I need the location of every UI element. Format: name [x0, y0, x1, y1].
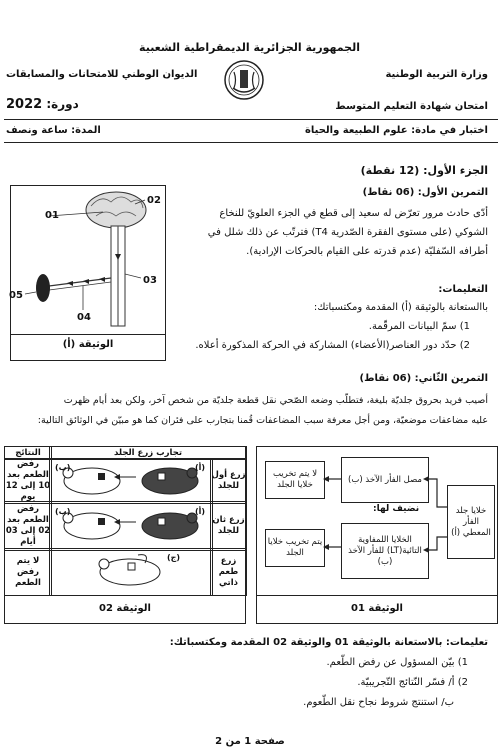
emblem-icon	[223, 58, 265, 102]
exercise2-line: عليه مضاعفات موضعيّة، ومن أجل معرفة سبب المضاعفات قُمنا بتجارب على فئران كما هو مبيّن في الوثائق التالية:	[37, 415, 488, 426]
mouse-a-row2	[142, 513, 198, 539]
mouse-label-a1: (أ)	[195, 463, 206, 472]
exercise1-line: أطرافه السّفليّة (عدم قدرته على القيام بالحركات الإرادية).	[246, 246, 488, 257]
subject: اختبار في مادة: علوم الطبيعة والحياة	[304, 125, 488, 136]
document-01	[256, 446, 498, 624]
final-item: 1) بيّن المسؤول عن رفض الطّعم.	[326, 657, 468, 668]
final-instructions	[8, 633, 488, 713]
label-03: 03	[143, 275, 157, 286]
exercise2-text	[8, 391, 488, 431]
instruction-item: 1) سمّ البيانات المرقّمة.	[368, 321, 470, 332]
document-01-caption: الوثيقة 01	[351, 603, 403, 614]
serum-box: مصل الفأر الآخذ (ب)	[341, 457, 429, 503]
document-a-caption: الوثيقة (أ)	[62, 339, 114, 350]
doc02-label-row1: زرع أول للجلد	[210, 458, 247, 504]
mouse-c-row3	[99, 555, 160, 585]
add-to-it-label: نضيف لها:	[373, 504, 420, 514]
session-year: 2022	[6, 97, 43, 112]
ministry-name: وزارة التربية الوطنية	[385, 69, 488, 80]
doc02-label-row2: زرع ثان للجلد	[210, 501, 247, 551]
doc01-arrows	[257, 447, 497, 597]
mouse-label-a2: (أ)	[195, 507, 206, 516]
session	[6, 96, 96, 113]
exercise1-line: أدّى حادث مرور تعرّض له سعيد إلى قطع في الجزء العلويّ للنخاع	[219, 208, 488, 219]
doc02-label-row3: زرع طعم ذاتي	[210, 548, 247, 596]
doc02-header-results: النتائج	[4, 446, 52, 460]
exercise1-title: التمرين الأول: (06 نقاط)	[362, 187, 488, 198]
instructions-intro: باالستعانة بالوثيقة (أ) المقدمة ومكتسباتك:	[313, 302, 488, 313]
mouse-b-row1	[63, 468, 120, 494]
label-04: 04	[77, 312, 91, 323]
instructions-label: التعليمات:	[438, 284, 488, 295]
label-02: 02	[147, 195, 161, 206]
final-item: 2) أ/ فسّر النّتائج التّجريبيّة.	[357, 677, 468, 688]
office-name: الديوان الوطني للامتحانات والمسابقات	[6, 69, 198, 80]
republic-title: الجمهورية الجزائرية الديمقراطية الشعبية	[139, 41, 360, 54]
doc02-header-experiments: تجارب زرع الجلد	[49, 446, 247, 460]
doc02-result-row2: رفض الطعم بعد 02 إلى 03 أيام	[4, 501, 52, 551]
lymphocytes-box: الخلايا اللمفاوية التائية(LT) للفأر الآخذ (ب)	[341, 523, 429, 579]
label-01: 01	[45, 210, 59, 221]
instructions-block	[158, 298, 488, 355]
document-02	[4, 446, 246, 624]
part1-title: الجزء الأول: (12 نقطة)	[360, 164, 488, 177]
final-item: ب/ استنتج شروط نجاح نقل الطّعوم.	[303, 697, 454, 708]
mouse-a-row1	[142, 468, 198, 494]
doc02-result-row3: لا يتم رفض الطعم	[4, 548, 52, 596]
document-a	[10, 185, 166, 361]
doc02-result-row1: رفض الطعم بعد 10 إلى 12 يوم	[5, 459, 51, 502]
instruction-item: 2) حدّد دور العناصر(الأعضاء) المشاركة في الحركة المذكورة أعلاه.	[195, 340, 470, 351]
exercise2-line: أصيب فريد بحروق جلديّة بليغة، فتطلّب وضعه الصّحي نقل قطعة جلديّة من شخص آخر، ولكن بعد أيام ظهرت	[63, 395, 488, 406]
result-not-destroyed-box: لا يتم تخريب خلايا الجلد	[265, 461, 325, 499]
exam-name: امتحان شهادة التعليم المتوسط	[335, 101, 488, 112]
exercise1-line: الشوكي (على مستوى الفقرة الصّدرية T4) فترتّب عن ذلك شلل في	[207, 227, 488, 238]
session-label: دورة:	[46, 97, 79, 111]
final-instructions-label: تعليمات: بالاستعانة بالوثيقة 01 والوثيقة 02 المقدمة ومكتسباتك:	[169, 637, 488, 648]
page-number: صفحة 1 من 2	[215, 736, 285, 747]
document-02-caption: الوثيقة 02	[99, 603, 151, 614]
mice-illustrations	[50, 459, 210, 593]
exercise2-title: التمرين الثّاني: (06 نقاط)	[359, 373, 488, 384]
result-destroyed-box: يتم تخريب خلايا الجلد	[265, 529, 325, 567]
mouse-label-b1: (ب)	[55, 463, 71, 472]
exercise1-text	[162, 204, 488, 261]
mouse-label-c3: (ج)	[167, 553, 181, 562]
mouse-b-row2	[63, 513, 120, 539]
duration: المدة: ساعة ونصف	[6, 125, 101, 136]
donor-cells-box: خلايا جلد الفأر المعطي (أ)	[447, 485, 495, 559]
mouse-label-b2: (ب)	[55, 507, 71, 516]
label-05: 05	[9, 290, 23, 301]
